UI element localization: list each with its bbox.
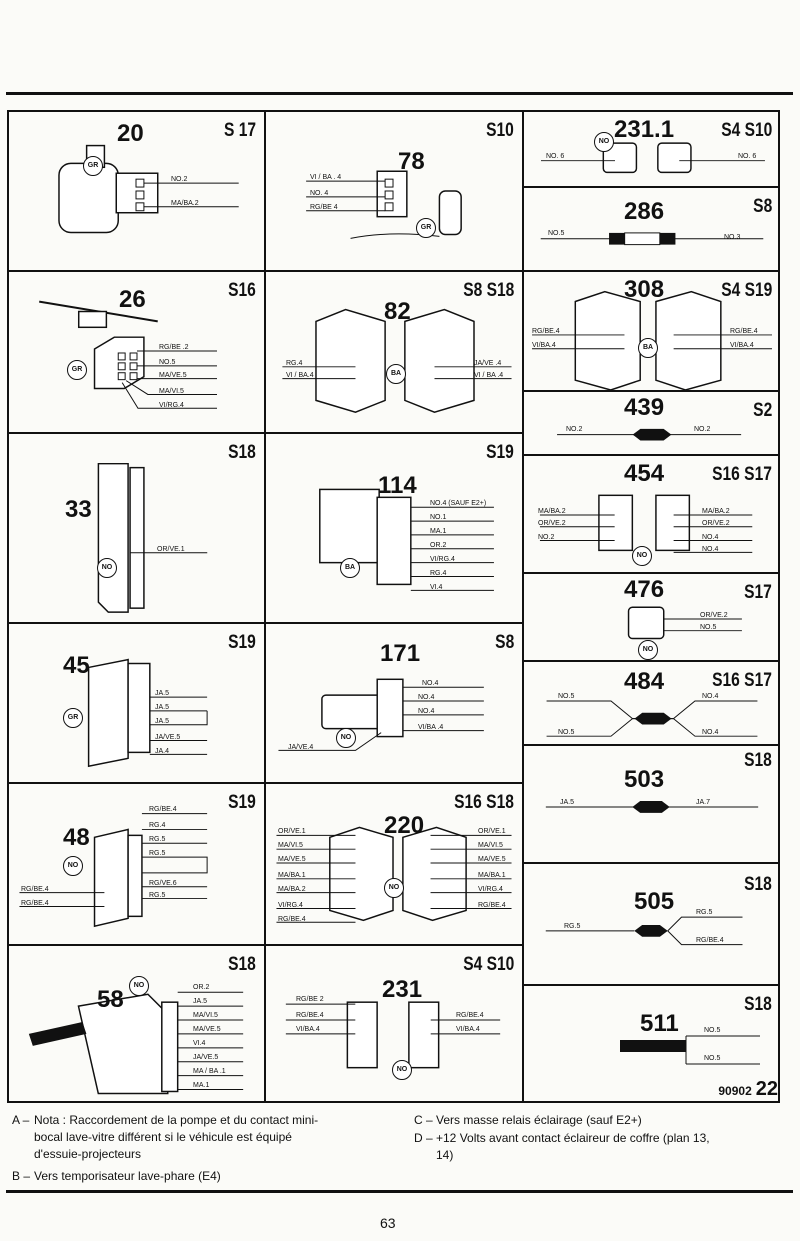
sheet-ref: S16 [228,280,256,301]
note-key: B – [12,1169,31,1183]
wire-label: NO.4 [702,534,719,541]
cell-286 [524,188,780,272]
wire-label: VI / BA .4 [474,372,504,379]
wire-label: MA/BA.2 [278,886,306,893]
cell-231-1 [524,112,780,188]
cell-33 [9,434,266,624]
wire-label: RG.5 [149,850,166,857]
note-a [12,1112,392,1166]
sheet-ref: S4 S10 [720,120,772,141]
connector-grid [7,110,780,1103]
wire-label: NO.5 [558,729,575,736]
wire-label: RG/BE 4 [310,204,338,211]
sheet-ref: S10 [486,120,514,141]
wire-label: MA/VE.5 [159,372,187,379]
connector-number: 286 [624,198,665,225]
cell-308 [524,272,780,392]
wire-label: RG/BE.4 [149,806,177,813]
connector-number: 231 [382,976,423,1003]
color-badge: NO [336,728,356,748]
page-number: 63 [380,1215,396,1231]
wire-label: NO.4 [702,729,719,736]
connector-number: 454 [624,460,665,487]
sheet-ref: S18 [744,874,772,895]
color-badge: NO [638,640,658,660]
wire-label: RG.5 [149,836,166,843]
cell-114 [266,434,524,624]
wire-label: RG/BE.4 [730,328,758,335]
connector-number: 484 [624,668,665,695]
color-badge: BA [386,364,406,384]
wire-label: NO.5 [548,230,565,237]
cell-26 [9,272,266,434]
cell-220 [266,784,524,946]
connector-48-drawing [9,784,264,944]
wire-label: RG/BE.4 [21,886,49,893]
wire-label: MA/BA.2 [538,508,566,515]
sheet-ref: S8 [752,196,772,217]
wire-label: MA/BA.1 [478,872,506,879]
wire-label: OR.2 [430,542,447,549]
wire-label: NO.5 [558,693,575,700]
wire-label: MA/VI.5 [159,388,184,395]
wire-label: OR/VE.2 [700,612,728,619]
page-reference-number: 22 [755,1078,778,1100]
cell-20 [9,112,266,272]
wire-label: NO. 6 [546,153,565,160]
cell-484 [524,662,780,746]
connector-45-drawing [9,624,264,782]
color-badge: NO [63,856,83,876]
note-d [414,1130,794,1166]
note-key: A – [12,1113,30,1127]
wire-label: NO.4 [418,694,435,701]
connector-58-drawing [9,946,264,1103]
sheet-ref: S19 [228,792,256,813]
wire-label: RG.5 [564,923,581,930]
wire-label: JA.5 [155,690,170,697]
wire-label: JA/VE.4 [288,744,314,751]
wire-label: MA/VI.5 [478,842,503,849]
wire-label: RG/BE.4 [21,900,49,907]
wire-label: RG/VE.6 [149,880,177,887]
sheet-ref: S8 S18 [462,280,514,301]
wire-label: JA.5 [560,799,575,806]
sheet-ref: S2 [752,400,772,421]
color-badge: NO [129,976,149,996]
connector-number: 20 [117,120,144,147]
wire-label: OR/VE.1 [157,546,185,553]
wire-label: NO.4 [422,680,439,687]
sheet-ref: S4 S10 [462,954,514,975]
connector-number: 78 [398,148,425,175]
cell-45 [9,624,266,784]
wire-label: RG/BE.4 [296,1012,324,1019]
cell-439 [524,392,780,456]
sheet-ref: S16 S17 [712,464,772,485]
cell-82 [266,272,524,434]
wire-label: MA/VE.5 [478,856,506,863]
cell-171 [266,624,524,784]
wire-label: NO. 6 [738,153,757,160]
note-text: Vers masse relais éclairage (sauf E2+) [436,1113,642,1127]
wire-label: MA/VI.5 [278,842,303,849]
connector-number: 231.1 [614,116,675,143]
cell-503 [524,746,780,864]
connector-number: 45 [63,652,90,679]
wire-label: JA.7 [696,799,711,806]
sheet-ref: S16 S17 [712,670,772,691]
bottom-rule [6,1190,793,1193]
sheet-ref: S19 [228,632,256,653]
wire-label: MA/BA.2 [171,200,199,207]
connector-number: 505 [634,888,675,915]
wire-label: RG/BE .2 [159,344,189,351]
wire-label: MA.1 [193,1082,210,1089]
wire-label: OR/VE.2 [702,520,730,527]
sheet-ref: S16 S18 [454,792,514,813]
sheet-ref: S19 [486,442,514,463]
wire-label: NO.5 [700,624,717,631]
wire-label: NO.2 [566,426,583,433]
wire-label: JA.5 [193,998,208,1005]
cell-48 [9,784,266,946]
top-rule [6,92,793,95]
wire-label: RG.4 [430,570,447,577]
wire-label: VI / BA.4 [286,372,314,379]
connector-number: 476 [624,576,665,603]
wire-label: JA.4 [155,748,170,755]
wire-label: OR.2 [193,984,210,991]
wire-label: NO.3 [724,234,741,241]
wire-label: MA.1 [430,528,447,535]
sheet-ref: S4 S19 [720,280,772,301]
cell-476 [524,574,780,662]
wire-label: VI/BA.4 [532,342,556,349]
wire-label: RG.4 [286,360,303,367]
wire-label: MA/VE.5 [193,1026,221,1033]
page-reference-code: 90902 [718,1084,752,1098]
wire-label: MA/BA.1 [278,872,306,879]
wire-label: NO.2 [171,176,188,183]
wire-label: RG.5 [149,892,166,899]
wire-label: NO.5 [159,359,176,366]
wire-label: VI.4 [193,1040,206,1047]
wire-label: MA/VE.5 [278,856,306,863]
wire-label: RG/BE.4 [278,916,306,923]
wire-label: OR/VE.2 [538,520,566,527]
wire-label: VI/RG.4 [430,556,455,563]
sheet-ref: S8 [494,632,514,653]
connector-number: 58 [97,986,124,1013]
wire-label: VI/RG.4 [278,902,303,909]
sheet-ref: S17 [744,582,772,603]
wire-label: VI/BA.4 [456,1026,480,1033]
wire-label: RG/BE 2 [296,996,324,1003]
wire-label: MA/BA.2 [702,508,730,515]
wire-label: RG/BE.4 [478,902,506,909]
wire-label: OR/VE.1 [478,828,506,835]
wire-label: RG.5 [696,909,713,916]
sheet-ref: S18 [744,994,772,1015]
note-text: +12 Volts avant contact éclaireur de coffre (plan 13, 14) [436,1131,710,1162]
note-text: Nota : Raccordement de la pompe et du contact mini- bocal lave-vitre différent si le véhicule est équipé d'essuie-projecteurs [34,1113,319,1161]
color-badge: BA [638,338,658,358]
connector-number: 26 [119,286,146,313]
wire-label: JA.5 [155,704,170,711]
wire-label: NO.2 [694,426,711,433]
sheet-ref: S18 [744,750,772,771]
wire-label: VI/BA .4 [418,724,444,731]
wire-label: RG/BE.4 [696,937,724,944]
color-badge: GR [63,708,83,728]
color-badge: GR [416,218,436,238]
wire-label: VI/BA.4 [730,342,754,349]
connector-114-drawing [266,434,522,622]
wire-label: VI / BA . 4 [310,174,342,181]
color-badge: NO [392,1060,412,1080]
page-reference [718,1078,778,1101]
wire-label: VI/RG.4 [478,886,503,893]
sheet-ref: S18 [228,442,256,463]
wire-label: VI/BA.4 [296,1026,320,1033]
wire-label: NO.2 [538,534,555,541]
connector-number: 82 [384,298,411,325]
connector-number: 48 [63,824,90,851]
cell-58 [9,946,266,1103]
connector-number: 308 [624,276,665,303]
color-badge: GR [83,156,103,176]
color-badge: BA [340,558,360,578]
connector-number: 33 [65,496,92,523]
wire-label: RG/BE.4 [532,328,560,335]
wire-label: NO.1 [430,514,447,521]
cell-231 [266,946,524,1103]
wire-label: NO.4 [418,708,435,715]
color-badge: GR [67,360,87,380]
connector-number: 503 [624,766,665,793]
note-b [12,1168,392,1186]
connector-505-drawing [524,864,780,984]
wire-label: JA/VE.5 [193,1054,219,1061]
note-key: C – [414,1113,433,1127]
connector-number: 439 [624,394,665,421]
sheet-ref: S 17 [223,120,256,141]
wire-label: MA / BA .1 [193,1068,226,1075]
wire-label: JA.5 [155,718,170,725]
wire-label: VI/RG.4 [159,402,184,409]
color-badge: NO [632,546,652,566]
wire-label: VI.4 [430,584,443,591]
cell-78 [266,112,524,272]
wire-label: NO.4 (SAUF E2+) [430,500,487,507]
connector-number: 114 [378,472,417,499]
note-c [414,1112,794,1130]
color-badge: NO [594,132,614,152]
connector-78-drawing [266,112,522,270]
wire-label: MA/VI.5 [193,1012,218,1019]
note-text: Vers temporisateur lave-phare (E4) [34,1169,221,1183]
connector-number: 171 [380,640,421,667]
wire-label: NO.5 [704,1055,721,1062]
wire-label: NO.4 [702,693,719,700]
wire-label: NO.5 [704,1027,721,1034]
connector-number: 220 [384,812,425,839]
wire-label: JA/VE.5 [155,734,181,741]
cell-454 [524,456,780,574]
color-badge: NO [384,878,404,898]
wire-label: NO.4 [702,546,719,553]
sheet-ref: S18 [228,954,256,975]
connector-number: 511 [640,1010,679,1037]
cell-505 [524,864,780,986]
color-badge: NO [97,558,117,578]
wire-label: RG.4 [149,822,166,829]
wire-label: NO. 4 [310,190,329,197]
connector-33-drawing [9,434,264,622]
wire-label: RG/BE.4 [456,1012,484,1019]
wire-label: OR/VE.1 [278,828,306,835]
wire-label: JA/VE .4 [474,360,502,367]
note-key: D – [414,1131,433,1145]
